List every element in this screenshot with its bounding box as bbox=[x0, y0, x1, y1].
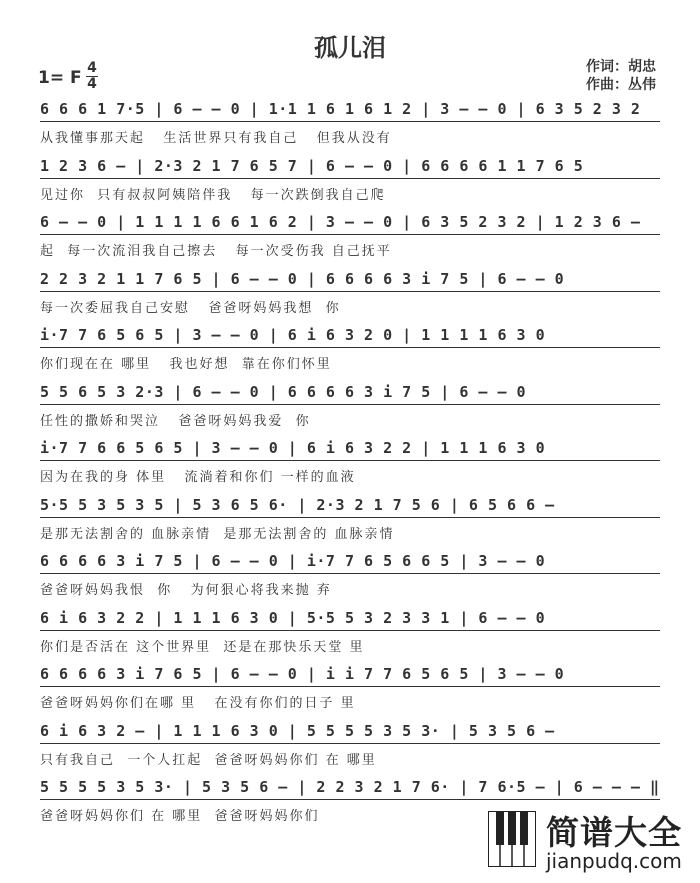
notation-row-5: i·7 7 6 5 6 5 | 3 — — 0 | 6 i 6 3 2 0 | 1 1 1 1 6 3 0 bbox=[40, 326, 546, 344]
piano-keys-icon bbox=[488, 811, 536, 867]
time-signature bbox=[86, 62, 98, 91]
lyrics-row-2: 见过你 只有叔叔阿姨陪伴我 每一次跌倒我自己爬 bbox=[40, 187, 386, 203]
notation-row-2: 1 2 3 6 — | 2·3 2 1 7 6 5 7 | 6 — — 0 | 6 6 6 6 1 1 7 6 5 bbox=[40, 156, 584, 175]
beam-line bbox=[40, 404, 660, 405]
notation-row-6: 5 5 6 5 3 2·3 | 6 — — 0 | 6 6 6 6 3 i 7 5 | 6 — — 0 bbox=[40, 382, 527, 401]
lyrics-row-7: 因为在我的身 体里 流淌着和你们 一样的血液 bbox=[40, 470, 356, 485]
lyrics-row-8: 是那无法割舍的 血脉亲情 是那无法割舍的 血脉亲情 bbox=[40, 526, 395, 542]
lyrics-row-3: 起 每一次流泪我自己擦去 每一次受伤我 自己抚平 bbox=[40, 244, 392, 259]
notation-row-3: 6 — — 0 | 1 1 1 1 6 6 1 6 2 | 3 — — 0 | 6 3 5 2 3 2 | 1 2 3 6 — bbox=[40, 213, 641, 231]
notation-row-13: 5 5 5 5 3 5 3· | 5 3 5 6 — | 2 2 3 2 1 7 6· | 7 6·5 — | 6 — — — ‖ bbox=[40, 778, 660, 796]
meter-top: 4 bbox=[87, 60, 97, 76]
lyrics-row-11: 爸爸呀妈妈你们在哪 里 在没有你们的日子 里 bbox=[40, 696, 356, 711]
notation-row-7: i·7 7 6 6 5 6 5 | 3 — — 0 | 6 i 6 3 2 2 | 1 1 1 6 3 0 bbox=[40, 439, 546, 457]
lyricist-credit: 作词：胡忠 bbox=[586, 59, 656, 75]
beam-line bbox=[40, 460, 660, 461]
beam-line bbox=[40, 630, 660, 631]
lyrics-row-13: 爸爸呀妈妈你们 在 哪里 爸爸呀妈妈你们 bbox=[40, 809, 320, 824]
key-signature: 1= F bbox=[38, 68, 82, 88]
composer-credit: 作曲：丛伟 bbox=[586, 77, 656, 93]
beam-line bbox=[40, 178, 660, 179]
beam-line bbox=[40, 291, 660, 292]
site-url: jianpudq.com bbox=[546, 849, 682, 873]
lyrics-row-12: 只有我自己 一个人扛起 爸爸呀妈妈你们 在 哪里 bbox=[40, 752, 377, 768]
notation-row-1: 6 6 6 1 7·5 | 6 — — 0 | 1·1 1 6 1 6 1 2 | 3 — — 0 | 6 3 5 2 3 2 bbox=[40, 100, 641, 118]
beam-line bbox=[40, 121, 660, 122]
lyrics-row-4: 每一次委屈我自己安慰 爸爸呀妈妈我想 你 bbox=[40, 300, 341, 316]
notation-row-8: 5·5 5 3 5 3 5 | 5 3 6 5 6· | 2·3 2 1 7 5 6 | 6 5 6 6 — bbox=[40, 495, 555, 514]
notation-row-9: 6 6 6 6 3 i 7 5 | 6 — — 0 | i·7 7 6 5 6 6 5 | 3 — — 0 bbox=[40, 552, 546, 570]
notation-row-12: 6 i 6 3 2 — | 1 1 1 6 3 0 | 5 5 5 5 3 5 3· | 5 3 5 6 — bbox=[40, 721, 555, 740]
beam-line bbox=[40, 234, 660, 235]
lyrics-row-10: 你们是否活在 这个世界里 还是在那快乐天堂 里 bbox=[40, 639, 365, 655]
lyrics-row-1: 从我懂事那天起 生活世界只有我自己 但我从没有 bbox=[40, 131, 392, 146]
lyrics-row-5: 你们现在在 哪里 我也好想 靠在你们怀里 bbox=[40, 357, 332, 372]
lyrics-row-6: 任性的撒娇和哭泣 爸爸呀妈妈我爱 你 bbox=[40, 413, 311, 429]
brand-name: 简谱大全 bbox=[546, 813, 682, 852]
notation-row-4: 2 2 3 2 1 1 7 6 5 | 6 — — 0 | 6 6 6 6 3 i 7 5 | 6 — — 0 bbox=[40, 269, 565, 288]
beam-line bbox=[40, 743, 660, 744]
beam-line bbox=[40, 686, 660, 687]
site-logo bbox=[488, 807, 696, 879]
lyrics-row-9: 爸爸呀妈妈我恨 你 为何狠心将我来抛 弃 bbox=[40, 583, 332, 598]
credits bbox=[586, 58, 656, 94]
song-title: 孤儿泪 bbox=[314, 34, 386, 62]
beam-line bbox=[40, 573, 660, 574]
notation-row-11: 6 6 6 6 3 i 7 6 5 | 6 — — 0 | i i 7 7 6 5 6 5 | 3 — — 0 bbox=[40, 665, 565, 683]
notation-row-10: 6 i 6 3 2 2 | 1 1 1 6 3 0 | 5·5 5 3 2 3 3 1 | 6 — — 0 bbox=[40, 608, 546, 627]
beam-line bbox=[40, 799, 660, 800]
beam-line bbox=[40, 517, 660, 518]
beam-line bbox=[40, 347, 660, 348]
meter-bottom: 4 bbox=[87, 76, 97, 92]
